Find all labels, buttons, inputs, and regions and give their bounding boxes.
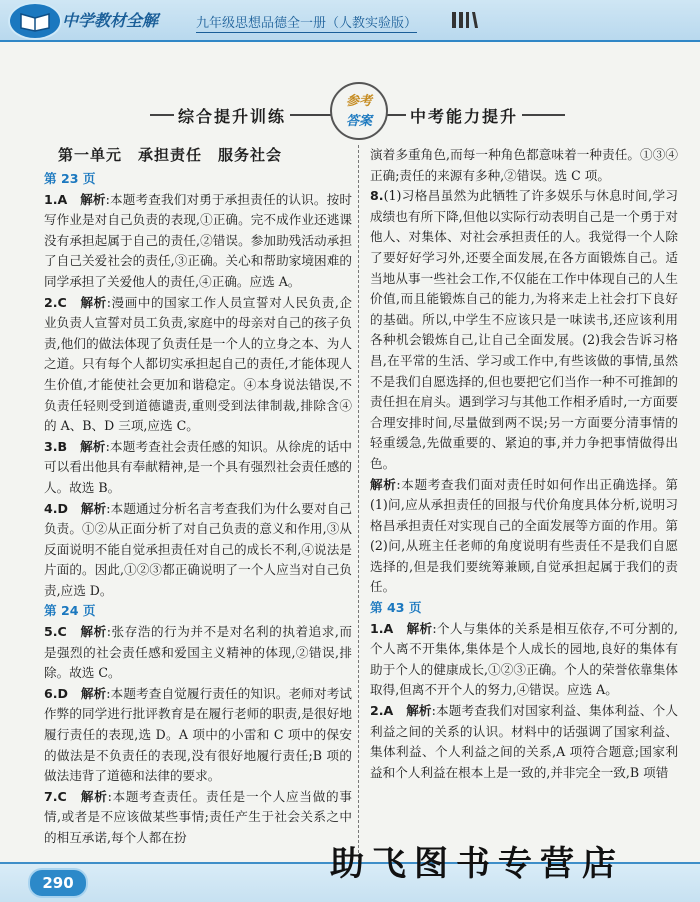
answer-number: 8. [370, 188, 384, 204]
page-reference: 第 24 页 [44, 603, 96, 619]
answer-number: 2.C [44, 294, 67, 310]
page-reference: 第 43 页 [370, 600, 422, 616]
answer-number: 1.A [370, 620, 394, 636]
page-number-tab [28, 868, 88, 898]
answer-emblem [330, 82, 388, 140]
answer-item [44, 787, 352, 849]
unit-title: 第一单元 承担责任 服务社会 [58, 146, 283, 164]
answer-item [44, 499, 352, 602]
answer-number: 3.B [44, 438, 68, 454]
answer-text: (1)习格昌虽然为此牺牲了许多娱乐与休息时间,学习成绩也有所下降,但他以实际行动表明自己是一个勇于对他人、对集体、对社会承担责任的人。我觉得一个人除了要好好学习外,还要全面发展,在各方面锻炼自己。适当地从事一些社会工作,不仅能在工作中体现自己的人生价值,而且能锻炼自己的能力,为将来走上社会打下良好的基础。所以,中学生不应该只是一味读书,还应该利用各种机会锻炼自己,让自己全面发展。(2)我会告诉习格昌,在平常的生活、学习或工作中,有些该做的事情,虽然不是我们自愿选择的,但也要把它们当作一种不可推卸的责任担在肩头。遇到学习与其他工作相矛盾时,一方面要合理安排时间,尽量做到两不误;另一方面要分清事情的轻重缓急,先做重要的、紧迫的事,并力争把事情做得出色。 [370, 188, 678, 471]
answer-number: 6.D [44, 685, 69, 701]
answer-text: :本题考查责任。责任是一个人应当做的事情,或者是不应该做某些事情;责任产生于社会关系之中的相互承诺,每个人都在扮 [44, 788, 352, 845]
answer-item [370, 701, 678, 783]
shop-watermark: 助飞图书专营店 [330, 844, 624, 884]
section-banner [150, 82, 565, 136]
answer-text: :张存浩的行为并不是对名利的执着追求,而是强烈的社会责任感和爱国主义精神的体现,②错误,排除。故选 C。 [44, 624, 353, 681]
page-number: 290 [42, 874, 74, 892]
analysis-label: 解析 [406, 703, 432, 719]
page-reference: 第 23 页 [44, 171, 96, 186]
answer-item [370, 186, 678, 474]
answer-continuation [370, 145, 678, 186]
answer-number: 1.A [44, 191, 68, 207]
analysis-label: 解析 [80, 438, 106, 454]
analysis-label: 解析 [406, 620, 433, 636]
bars-icon [452, 12, 478, 32]
answer-item [44, 437, 352, 499]
answer-text: :本题考查我们对国家利益、集体利益、个人利益之间的关系的认识。材料中的话强调了国家利益、集体利益、个人利益之间的关系,A 项符合题意;国家利益和个人利益在根本上是一致的,并非完全一致,B 项错 [370, 703, 678, 780]
book-title: 九年级思想品德全一册（人教实验版） [196, 12, 417, 33]
right-column-content [370, 145, 678, 783]
analysis-label: 解析 [80, 788, 108, 804]
left-column-content [44, 169, 352, 849]
answer-item [370, 619, 678, 701]
left-column [44, 145, 352, 849]
answer-text: 演着多重角色,而每一种角色都意味着一种责任。①③④正确;责任的来源有多种,②错误。选 C 项。 [370, 147, 678, 183]
answer-item [44, 622, 352, 684]
analysis-label: 解析 [80, 500, 107, 516]
answer-item [44, 684, 352, 787]
answer-text: :本题考查我们面对责任时如何作出正确选择。第(1)问,应从承担责任的回报与代价角度具体分析,说明习格昌承担责任对实现自己的全面发展等方面的作用。第(2)问,从班主任老师的角度说明有些责任不是我们自愿选择的,但是我们要统筹兼顾,自觉承担起属于我们的责任。 [370, 476, 679, 595]
series-title: 中学教材全解 [62, 11, 159, 30]
right-column [370, 145, 678, 783]
analysis-label: 解析 [80, 191, 106, 207]
answer-item [370, 475, 678, 599]
answer-text: :本题考查社会责任感的知识。从徐虎的话中可以看出他具有奉献精神,是一个具有强烈社会责任感的人。故选 B。 [44, 438, 353, 495]
answer-text: :个人与集体的关系是相互依存,不可分割的,个人离不开集体,集体是个人成长的园地,良好的集体有助于个人的健康成长,①②③正确。个人的荣誉依靠集体取得,但离不开个人的努力,④错误。应选 A。 [370, 620, 679, 698]
book-logo-icon [8, 2, 62, 40]
analysis-label: 解析 [80, 294, 107, 310]
emblem-top-text: 参考 [345, 94, 372, 109]
answer-text: :本题考查自觉履行责任的知识。老师对考试作弊的同学进行批评教育是在履行老师的职责,是很好地履行责任的表现,选 D。A 项中的小雷和 C 项中的保安的做法是不负责任的表现,没有很好地履行责任;B 项的做法违背了道德和法律的要求。 [44, 685, 352, 784]
analysis-label: 解析 [80, 685, 107, 701]
analysis-label: 解析 [370, 476, 397, 492]
answer-number: 5.C [44, 624, 67, 640]
answer-text: :本题考查我们对勇于承担责任的认识。按时写作业是对自己负责的表现,①正确。完不成作业还逃课没有承担起属于自己的责任,②错误。参加助残活动承担了自己关爱社会的责任,③正确。关心和帮助家境困难的同学承担了关爱他人的责任,④正确。应选 A。 [44, 191, 352, 289]
banner-right-title: 中考能力提升 [406, 104, 522, 127]
answer-number: 4.D [44, 500, 69, 516]
answer-item [44, 190, 352, 293]
answer-text: :本题通过分析名言考查我们为什么要对自己负责。①②从正面分析了对自己负责的意义和作用,③从反面说明不能自觉承担责任对自己的成长不利,④说法是片面的。因此,①②③都正确说明了一个人应当对自己负责,应选 D。 [44, 500, 352, 598]
banner-left-title: 综合提升训练 [174, 104, 290, 127]
column-divider [358, 145, 359, 863]
answer-number: 2.A [370, 703, 394, 719]
emblem-bottom-text: 答案 [345, 114, 372, 129]
answer-item [44, 293, 352, 437]
answer-number: 7.C [44, 788, 67, 804]
analysis-label: 解析 [80, 624, 107, 640]
answer-text: :漫画中的国家工作人员宣誓对人民负责,企业负责人宣誓对员工负责,家庭中的母亲对自己的孩子负责,他们的做法体现了负责任是一个人的立身之本、为人之道。只有每个人都切实承担起自己的责任,才能体现人生价值,才能使社会更加和谐稳定。④本身说法错误,不负责任轻则受到道德谴责,重则受到法律制裁,排除含④的 A、B、D 三项,应选 C。 [44, 294, 353, 434]
header-bar [0, 0, 700, 42]
